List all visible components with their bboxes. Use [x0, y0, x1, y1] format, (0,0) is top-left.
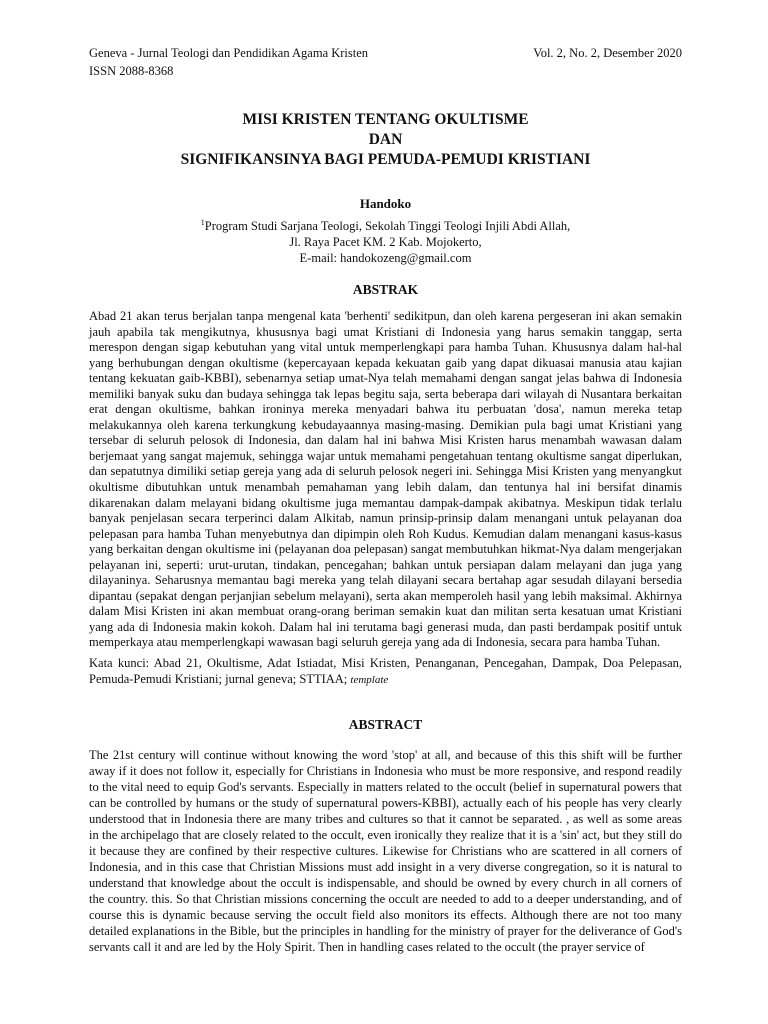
affiliation-line-1: Program Studi Sarjana Teologi, Sekolah Tinggi Teologi Injili Abdi Allah, — [204, 219, 571, 234]
keywords — [89, 655, 682, 688]
keywords-text: Kata kunci: Abad 21, Okultisme, Adat Istiadat, Misi Kristen, Penanganan, Pencegahan, Dampak, Doa Pelepasan, Pemuda-Pemudi Kristiani; jurnal geneva; STTIAA; — [89, 656, 682, 686]
affiliation-mark: 1 — [200, 218, 205, 227]
affiliation — [89, 215, 682, 266]
abstract-body: The 21st century will continue without knowing the word 'stop' at all, and because of this this shift will be further away if it does not follow it, especially for Christians in Indonesia who must be more responsive, and respond readily to the vital need to equip God's servants. Especially in matters related to the occult (belief in supernatural powers that can be controlled by humans or the study of supernatural powers-KBBI), actually each of his people has very clearly understood that in Indonesia there are many tribes and cultures so that it cannot be separated. , as well as some areas in the archipelago that are closely related to the occult, even ironically they realize that it is a 'sin' act, but they still do it because they are confined by their respective cultures. Likewise for Christians who are scattered in all corners of Indonesia, and in this case that Christian Missions must add insight in a very diverse congregation, so it is natural to understand that knowledge about the occult is indispensable, and should be owned by every church in all corners of the country. this. So that Christian missions concerning the occult are needed to add to a deeper understanding, and of course this is dynamic because serving the occult field also monitors its effects. Although there are not too many detailed explanations in the Bible, but the principles in handling for the ministry of prayer for the deliverance of God's servants call it and are led by the Holy Spirit. Then in handling cases related to the occult (the prayer service of — [89, 748, 682, 954]
title-line-3: SIGNIFIKANSINYA BAGI PEMUDA-PEMUDI KRISTIANI — [180, 151, 591, 168]
abstrak-body: Abad 21 akan terus berjalan tanpa mengenal kata 'berhenti' sedikitpun, dan oleh karena pergeseran ini akan semakin jauh apabila tak mengikutnya, khususnya bagi umat Kristiani di Indonesia yang harus semakin tanggap, serta merespon dengan sigap kebutuhan yang vital untuk memperlengkapi para hamba Tuhan. Khususnya dalam hal-hal yang berhubungan dengan okultisme (kepercayaan kepada kekuatan gaib yang dapat dikuasai manusia atau kajian tentang kekuatan gaib-KBBI), sebenarnya setiap umat-Nya telah memahami dengan sangat jelas bahwa di Indonesia memiliki banyak suku dan budaya sehingga tak lepas begitu saja, serta beberapa dari wilayah di Nusantara berkaitan erat dengan okultisme, bahkan ironinya mereka menyadari bahwa itu perbuatan 'dosa', namun mereka tetap melakukannya oleh karena terkungkung kebudayaannya masing-masing. Demikian pula bagi umat Kristiani yang tersebar di seluruh pelosok di Indonesia, dan dalam hal ini bahwa Misi Kristen harus menambah wawasan dalam berjemaat yang sangat majemuk, sehingga wajar untuk memahami pengetahuan tentang okultisme sangat diperlukan, dan sepatutnya dimiliki setiap gereja yang ada di seluruh pelosok negeri ini. Sehingga Misi Kristen yang menyangkut okultisme dibutuhkan untuk menambah pemahaman yang lebih dalam, dan tentunya hal ini bersifat dinamis dikarenakan dalam melayani bidang okultisme juga memantau dampak-dampak akibatnya. Meskipun tidak terlalu banyak penjelasan secara terperinci dalam Alkitab, namun prinsip-prinsip dalam menangani untuk pelayanan doa pelepasan para hamba Tuhan menyebutnya dan dipimpin oleh Roh Kudus. Kemudian dalam menangani kasus-kasus yang berkaitan dengan okultisme ini (pelayanan doa pelepasan) sangat membutuhkan hikmat-Nya dalam mengerjakan pelayanan ini, seperti: urut-urutan, tindakan, pencegahan; bahkan untuk persiapan dalam melayani dan juga yang dilayaninya. Seharusnya memantau bagi mereka yang telah dilayani secara bertahap agar sesudah dilayani bersedia dipantau (sepakat dengan perjanjian sebelum melayani), serta akan memperoleh hasil yang lebih maksimal. Akhirnya dalam Misi Kristen ini akan membuat orang-orang beriman semakin kuat dan militan serta kesatuan umat Kristiani yang ada di Indonesia makin kokoh. Dalam hal ini terutama bagi generasi muda, dan pasti berdampak positif untuk memperkaya atau memperlengkapi wawasan bagi seluruh gereja yang ada di Indonesia, secara para hamba Tuhan. — [89, 309, 682, 650]
title-line-2: DAN — [368, 131, 403, 148]
title-block — [89, 110, 682, 266]
abstrak-heading: ABSTRAK — [352, 282, 419, 297]
author-name: Handoko — [359, 196, 412, 211]
volume-info: Vol. 2, No. 2, Desember 2020 — [533, 46, 682, 60]
author-email: E-mail: handokozeng@gmail.com — [299, 251, 472, 266]
keywords-tag: template — [350, 674, 389, 686]
issn: ISSN 2088-8368 — [89, 64, 174, 78]
abstract-heading: ABSTRACT — [348, 717, 423, 732]
title-line-1: MISI KRISTEN TENTANG OKULTISME — [242, 111, 529, 128]
running-header — [89, 44, 682, 80]
affiliation-line-2: Jl. Raya Pacet KM. 2 Kab. Mojokerto, — [289, 235, 482, 250]
journal-name: Geneva - Jurnal Teologi dan Pendidikan Agama Kristen — [89, 46, 369, 60]
